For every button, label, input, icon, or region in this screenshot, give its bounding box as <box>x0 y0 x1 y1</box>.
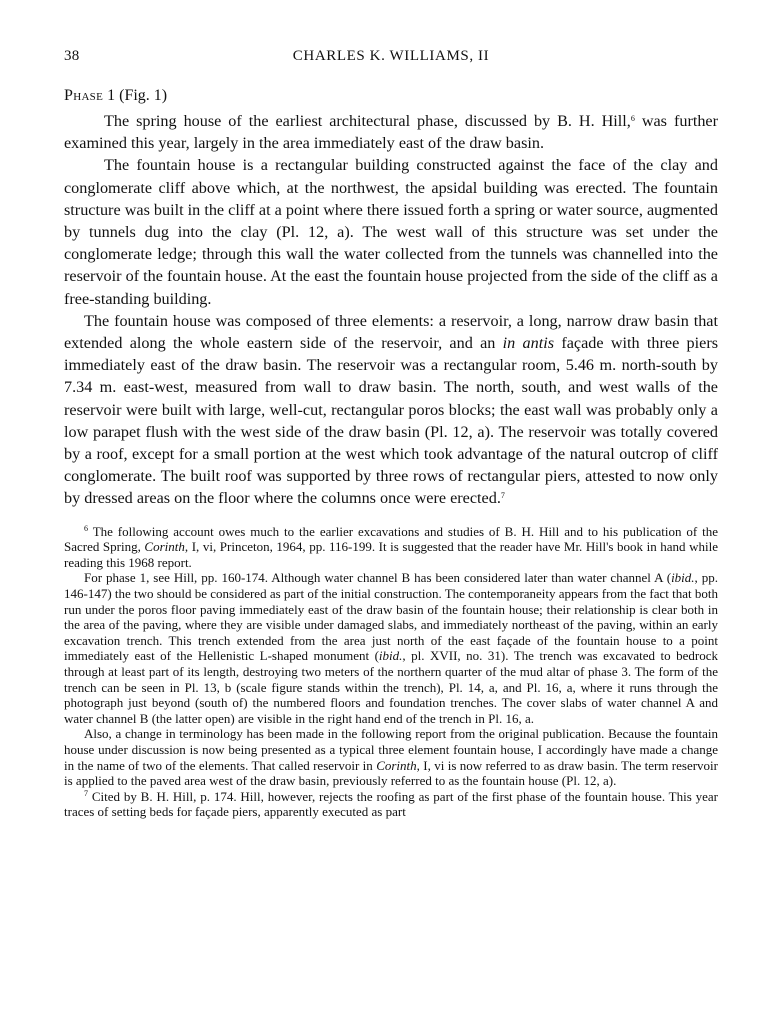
paragraph-3-text-a: The fountain house was composed of three elements: a reservoir, a long, narrow draw basin that extended along the whole eastern side of the reservoir, and an <box>64 311 718 353</box>
paragraph-2: The fountain house is a rectangular building constructed against the face of the clay and conglomerate cliff above which, at the northwest, the apsidal building was erected. The fountain structure was built in the cliff at a point where there issued forth a spring or water source, augmented by tunnels dug into the clay (Pl. 12, a). The west wall of this structure was set under the conglomerate ledge; through this wall the water collected from the tunnels was channelled into the reservoir of the fountain house. At the east the fountain house projected from the side of the cliff as a free-standing building. <box>64 156 718 308</box>
footnote-7 <box>64 789 718 820</box>
footnote-6-p3-text-a: Also, a change in terminology has been made in the following report from the original publication. Because the fountain house under discussion is now being presented as a typical three element fountain house, I accordingly have made a change in the name of two of the elements. That called reservoir in <box>64 726 718 773</box>
footnote-marker-7: 7 <box>500 491 505 501</box>
section-label: Phase <box>64 87 104 104</box>
footnote-6-italic: Corinth <box>144 539 185 555</box>
figure-reference: (Fig. 1) <box>119 87 168 104</box>
footnote-7-mark: 7 <box>84 788 88 798</box>
paragraph-1-text-b: was further examined this year, largely in the area immediately east of the draw basin. <box>64 112 718 153</box>
footnote-6-text-b: , I, vi, Princeton, 1964, pp. 116-199. It is suggested that the reader have Mr. Hill's book in hand while reading this 1968 report. <box>64 539 718 570</box>
footnotes <box>64 524 718 820</box>
footnote-6-p2-text-c: , pl. XVII, no. 31). The trench was excavated to bedrock through at least part of its length, destroying two meters of the northern quarter of the mud altar of phase 3. The form of the trench can be seen in Pl. 13, b (scale figure stands within the trench), Pl. 14, a, and Pl. 16, a, where it runs through the photograph just beyond (south of) the numbered floors and foundation trenches. The cover slabs of water channel A and water channel B (the latter open) are visible in the right hand end of the trench in Pl. 16, a. <box>64 648 718 726</box>
paragraph-1-text-a: The spring house of the earliest architectural phase, discussed by B. H. Hill, <box>104 112 631 130</box>
footnote-6-text-a: The following account owes much to the earlier excavations and studies of B. H. Hill and to his publication of the Sacred Spring, <box>64 523 719 555</box>
footnote-7-text: Cited by B. H. Hill, p. 174. Hill, however, rejects the roofing as part of the first phase of the fountain house. This year traces of setting beds for façade piers, apparently executed as part <box>64 788 718 820</box>
paragraph-3-italic: in antis <box>502 334 555 353</box>
section-heading <box>64 84 718 108</box>
footnote-6-paragraph-2 <box>64 570 718 726</box>
page <box>64 40 718 820</box>
footnote-6-p3-text-b: , I, vi is now referred to as draw basin. The term reservoir is applied to the paved area west of the draw basin, previously referred to as the fountain house (Pl. 12, a). <box>64 757 719 789</box>
footnote-marker-6: 6 <box>630 114 635 123</box>
paragraph-3 <box>64 310 718 510</box>
footnote-6-p2-text-b: , pp. 146-147) the two should be considered as part of the initial construction. The contemporaneity appears from the fact that both run under the poros floor paving immediately east of the draw basin of the fountain house; their relationship is clear both in the area of the paving, where they are visible under damaged slabs, and immediately northeast of the paving, within an early excavation trench. This trench extended from the area just north of the east façade of the fountain house to a point immediately east of the Hellenistic L-shaped monument ( <box>64 570 719 664</box>
page-number: 38 <box>64 48 80 64</box>
footnote-6-p2-text-a: For phase 1, see Hill, pp. 160-174. Although water channel B has been considered later than water channel A ( <box>84 570 672 586</box>
section-number: 1 <box>107 87 116 104</box>
running-header <box>64 40 718 70</box>
footnote-6-paragraph-3 <box>64 726 718 788</box>
paragraph-3-text-b: façade with three piers immediately east of the draw basin. The reservoir was a rectangular room, 5.46 m. north-south by 7.34 m. east-west, measured from wall to draw basin. The north, south, and west walls of the reservoir were built with large, well-cut, rectangular poros blocks; the east wall was probably only a low parapet flush with the west side of the draw basin (Pl. 12, a). The reservoir was totally covered by a roof, except for a small portion at the west which took advantage of the natural outcrop of cliff conglomerate. The built roof was supported by three rows of rectangular piers, attested to now only by dressed areas on the floor where the columns once were erected. <box>64 334 719 508</box>
body-text <box>64 110 718 510</box>
footnote-6-mark: 6 <box>84 523 88 533</box>
footnote-6 <box>64 524 718 571</box>
footnote-6-p3-italic: Corinth <box>376 757 417 773</box>
footnote-6-p2-ibid-1: ibid. <box>671 570 695 586</box>
paragraph-1 <box>64 110 718 154</box>
footnote-6-p2-ibid-2: ibid. <box>378 648 403 664</box>
running-title: CHARLES K. WILLIAMS, II <box>292 48 490 64</box>
